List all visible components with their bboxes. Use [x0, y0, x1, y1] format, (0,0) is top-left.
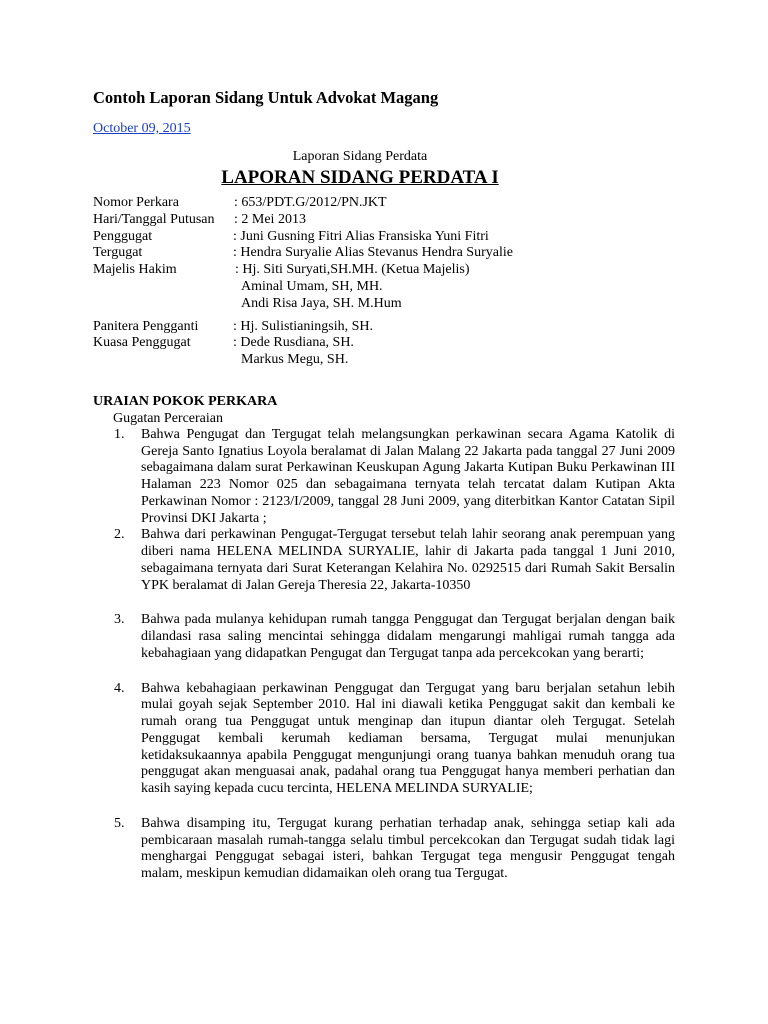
section-heading: URAIAN POKOK PERKARA: [93, 393, 278, 409]
item-number: 2.: [114, 527, 125, 543]
field-value: : 2 Mei 2013: [234, 211, 306, 227]
field-label: Nomor Perkara: [93, 195, 179, 210]
field-majelis-hakim: [93, 262, 768, 312]
item-text: Bahwa dari perkawinan Pengugat-Tergugat tersebut telah lahir seorang anak perempuan yang diberi nama HELENA MELINDA SURYALIE, lahir di Jakarta pada tanggal 1 Juni 2010, sebagaimana ternyata dari Surat Keterangan Kelahira No. 0292515 dari Rumah Sakit Bersalin YPK beralamat di Jalan Gereja Theresia 22, Jakarta-10350: [141, 527, 675, 593]
field-penggugat: [93, 229, 768, 246]
field-panitera-pengganti: [93, 319, 768, 336]
field-label: Tergugat: [93, 245, 143, 261]
report-subheading: Laporan Sidang Perdata: [292, 149, 428, 164]
field-value: : Juni Gusning Fitri Alias Fransiska Yuni Fitri: [233, 228, 489, 244]
field-value: : 653/PDT.G/2012/PN.JKT: [234, 195, 387, 210]
field-label: Kuasa Penggugat: [93, 335, 191, 351]
field-kuasa-penggugat: [93, 335, 768, 369]
field-label: Penggugat: [93, 228, 153, 244]
field-value: : Hendra Suryalie Alias Stevanus Hendra Suryalie: [233, 245, 513, 261]
field-value: : Hj. Sulistianingsih, SH.: [233, 318, 374, 334]
field-hari-tanggal-putusan: [93, 212, 768, 229]
field-label: Panitera Pengganti: [93, 318, 199, 334]
field-value: Aminal Umam, SH, MH.: [241, 278, 383, 294]
list-item: [93, 816, 675, 883]
item-text: Bahwa kebahagiaan perkawinan Penggugat dan Tergugat yang baru berjalan setahun lebih mulai goyah sejak September 2010. Hal ini diawali ketika Penggugat sakit dan kembali ke rumah orang tua Penggugat untuk menginap dan itupun diantar oleh Tergugat. Setelah Penggugat kembali kerumah kediaman bersama, Tergugat mulai menunjukan ketidaksukaannya apabila Penggugat mengunjungi orang tuanya bahkan menuduh orang tua penggugat akan menguasai anak, padahal orang tua Penggugat hanya memberi perhatian dan kasih saying kepada cucu tercinta, HELENA MELINDA SURYALIE;: [141, 680, 675, 797]
field-value: : Hj. Siti Suryati,SH.MH. (Ketua Majelis): [235, 262, 470, 278]
allegation-list: [93, 427, 675, 883]
field-value: Andi Risa Jaya, SH. M.Hum: [241, 295, 402, 311]
field-nomor-perkara: [93, 195, 768, 212]
list-item: [93, 612, 675, 662]
item-text: Bahwa Pengugat dan Tergugat telah melangsungkan perkawinan secara Agama Katolik di Gereja Santo Ignatius Loyola beralamat di Jalan Malang 22 Jakarta pada tanggal 27 Juni 2009 sebagaimana dalam surat Perkawinan Keuskupan Agung Jakarta Kutipan Buku Perkawinan III Halaman 223 Nomor 025 dan sebagaimana ternyata telah tercatat dalam Kutipan Akta Perkawinan Nomor : 2123/I/2009, tanggal 28 Juni 2009, yang diterbitkan Kantor Catatan Sipil Provinsi DKI Jakarta ;: [141, 426, 675, 526]
date-link[interactable]: October 09, 2015: [93, 121, 191, 136]
field-label: Hari/Tanggal Putusan: [93, 211, 215, 227]
item-number: 4.: [114, 680, 125, 696]
list-item: [93, 427, 675, 528]
item-number: 5.: [114, 815, 125, 831]
section-subheading: Gugatan Perceraian: [113, 410, 223, 426]
item-number: 1.: [114, 426, 125, 442]
document-title: Contoh Laporan Sidang Untuk Advokat Magang: [93, 88, 439, 107]
report-main-heading: LAPORAN SIDANG PERDATA I: [221, 167, 499, 188]
field-label: Majelis Hakim: [93, 262, 177, 278]
field-tergugat: [93, 245, 768, 262]
list-item: [93, 681, 675, 798]
field-value: Markus Megu, SH.: [241, 352, 349, 368]
list-item: [93, 527, 675, 594]
field-value: : Dede Rusdiana, SH.: [233, 335, 354, 351]
case-details: [93, 195, 768, 369]
item-text: Bahwa pada mulanya kehidupan rumah tangga Penggugat dan Tergugat berjalan dengan baik dilandasi rasa saling mencintai sehingga didalam mengarungi mahligai rumah tangga ada kebahagiaan yang didapatkan Pengugat dan Tergugat tanpa ada percekcokan yang berarti;: [141, 612, 675, 661]
item-number: 3.: [114, 612, 125, 628]
item-text: Bahwa disamping itu, Tergugat kurang perhatian terhadap anak, sehingga setiap kali ada pembicaraan masalah rumah-tangga selalu timbul percekcokan dan Tergugat sudah tidak lagi menghargai Penggugat sebagai isteri, bahkan Tergugat tega mengusir Penggugat tengah malam, meskipun kemudian didamaikan oleh orang tua Tergugat.: [141, 815, 675, 882]
